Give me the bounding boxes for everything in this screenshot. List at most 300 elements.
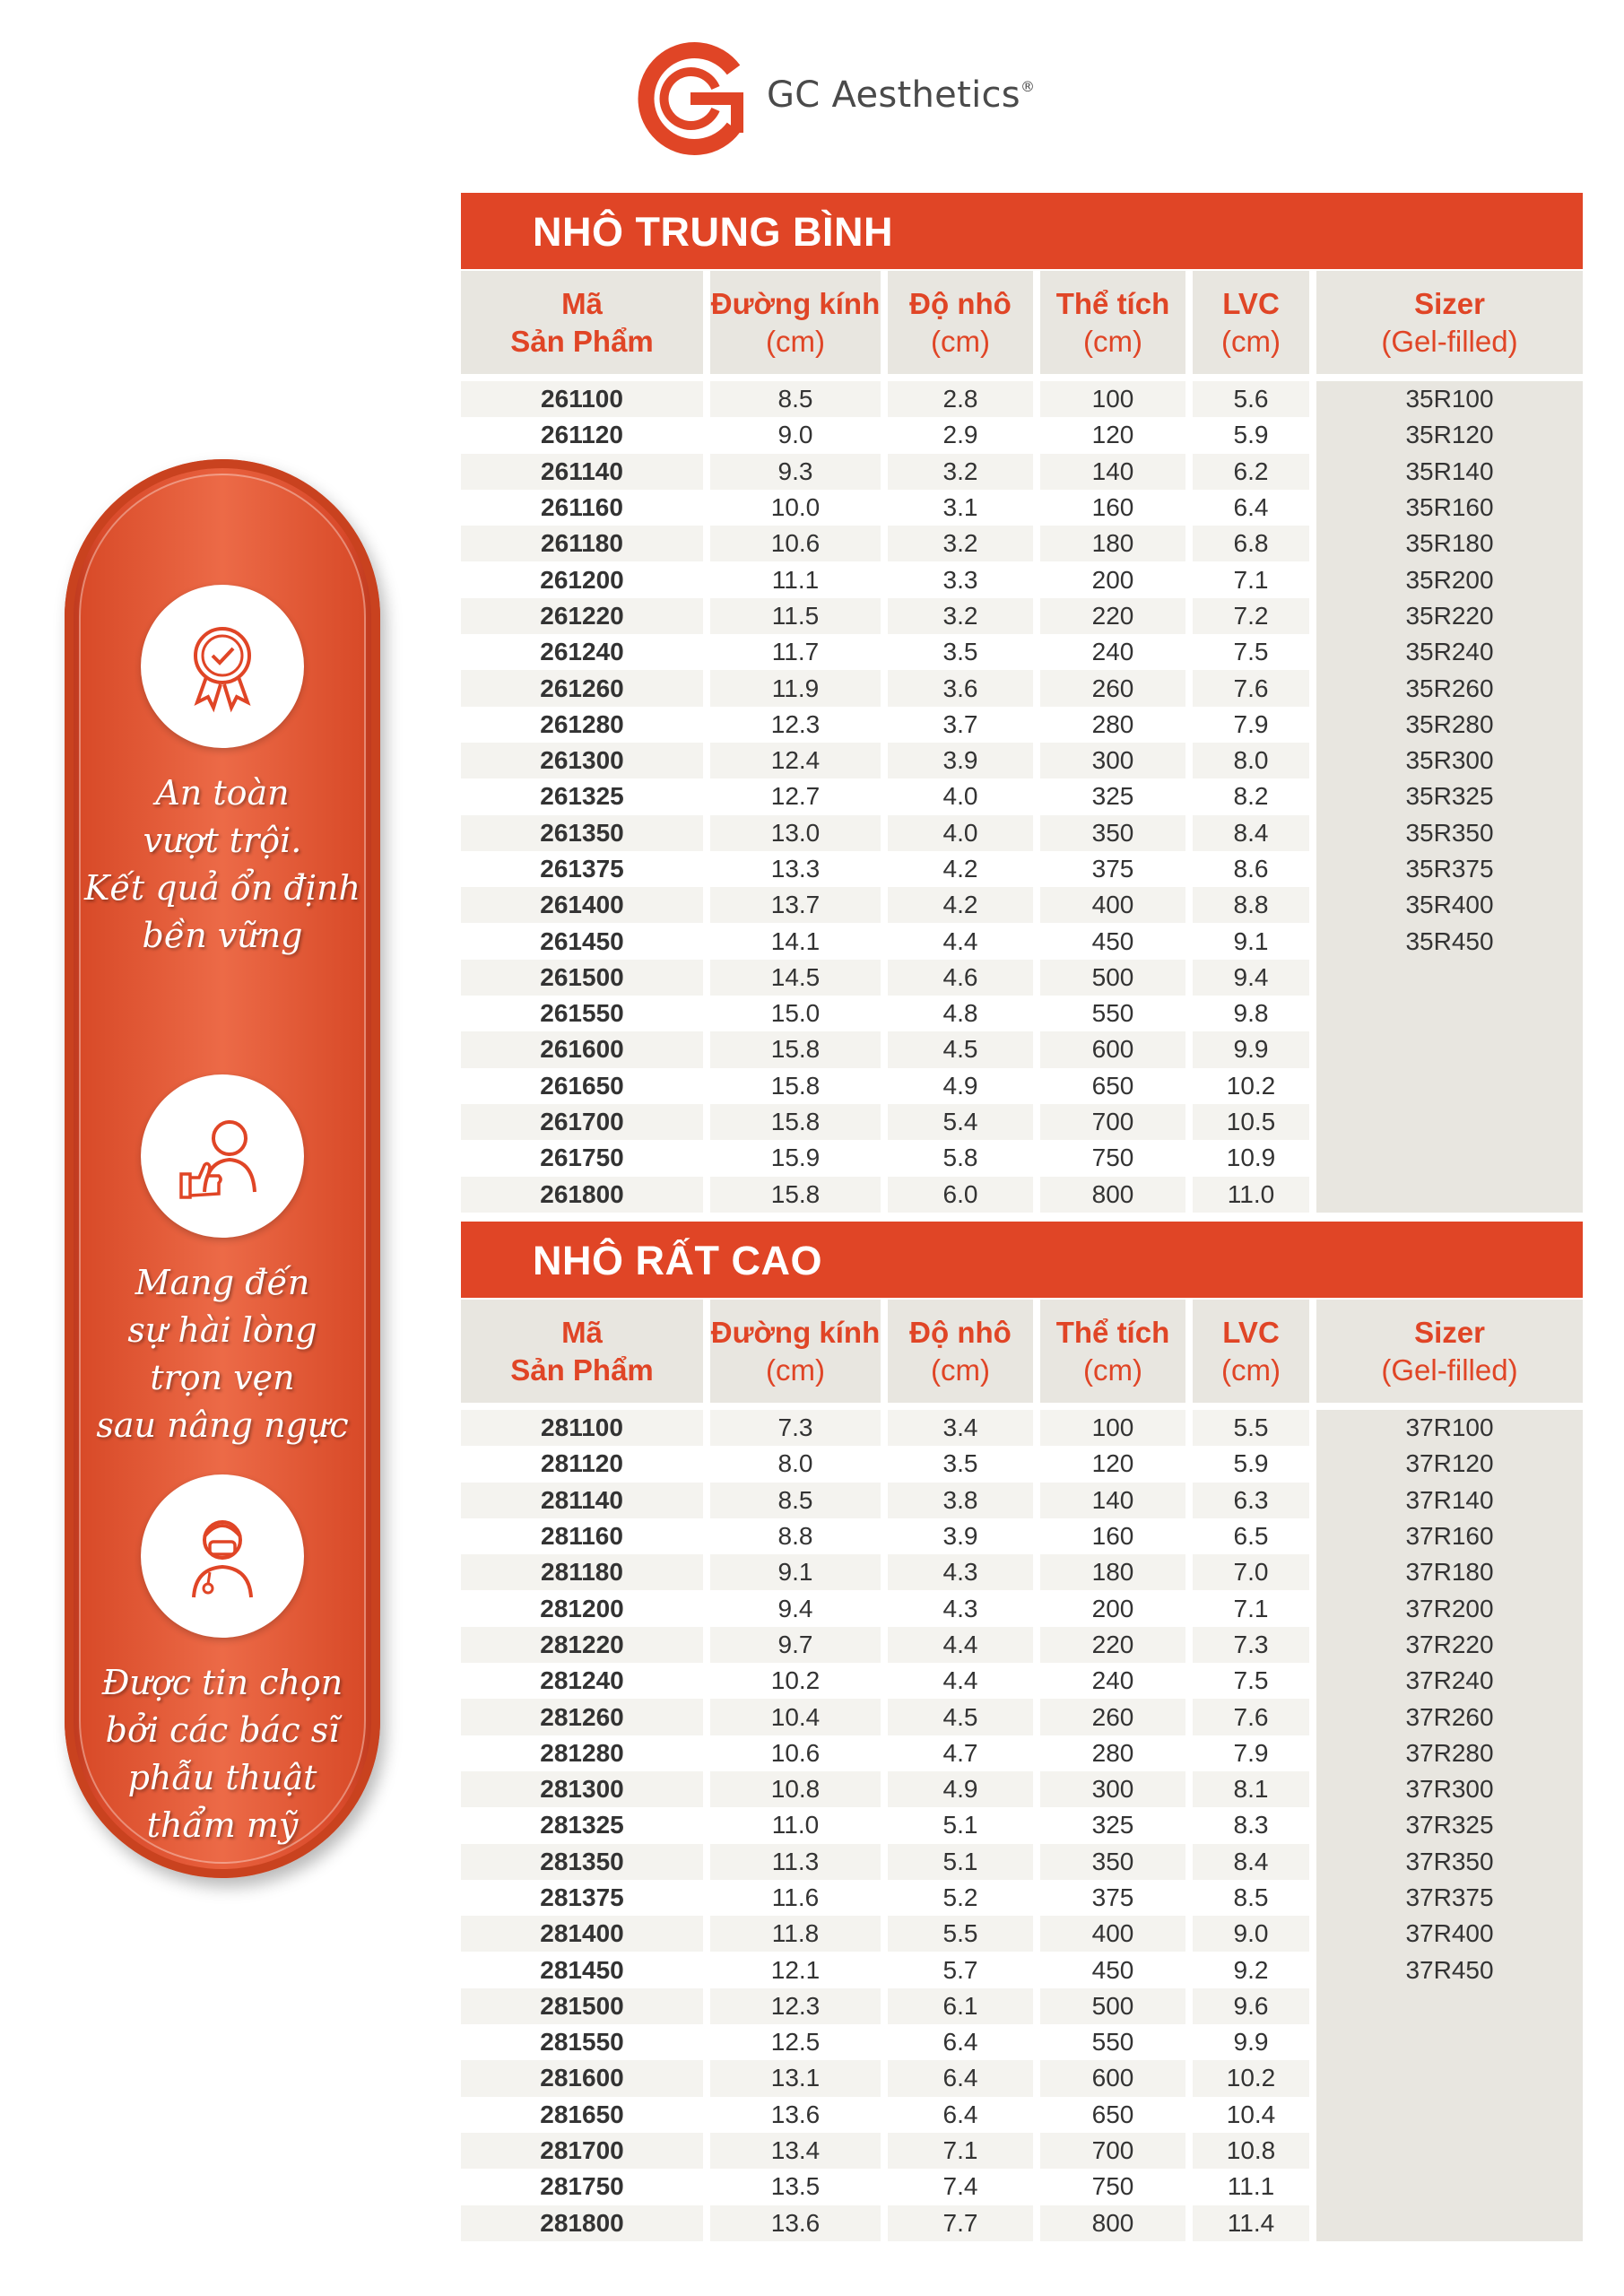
table-row	[461, 1446, 1583, 1482]
cell-code: 261750	[461, 1140, 703, 1176]
cell-sizer: 35R400	[1316, 887, 1583, 923]
cell-diameter: 15.8	[710, 1104, 881, 1140]
cell-lvc: 8.4	[1193, 815, 1309, 851]
cell-projection: 7.7	[888, 2205, 1033, 2241]
cell-projection: 5.8	[888, 1140, 1033, 1176]
cell-volume: 220	[1040, 1627, 1185, 1663]
table-row	[461, 1916, 1583, 1952]
header-title: Sizer	[1414, 1315, 1485, 1349]
cell-sizer: 35R240	[1316, 634, 1583, 670]
cell-sizer: 35R325	[1316, 778, 1583, 814]
cell-lvc: 8.2	[1193, 778, 1309, 814]
cell-sizer: 37R280	[1316, 1735, 1583, 1771]
cell-projection: 2.8	[888, 381, 1033, 417]
cell-projection: 4.9	[888, 1068, 1033, 1104]
header-sub: (cm)	[1083, 1352, 1142, 1387]
cell-volume: 100	[1040, 1410, 1185, 1446]
feature-icon-circle	[141, 585, 304, 748]
cell-sizer	[1316, 2205, 1583, 2241]
header-title: LVC	[1222, 1315, 1280, 1349]
table-body	[461, 1410, 1583, 2241]
cell-code: 261325	[461, 778, 703, 814]
cell-projection: 4.4	[888, 1663, 1033, 1699]
cell-lvc: 11.1	[1193, 2169, 1309, 2205]
cell-lvc: 7.6	[1193, 1699, 1309, 1735]
cell-projection: 4.9	[888, 1771, 1033, 1807]
cell-lvc: 9.9	[1193, 2024, 1309, 2060]
cell-diameter: 12.5	[710, 2024, 881, 2060]
header-projection	[888, 271, 1033, 374]
cell-sizer	[1316, 1177, 1583, 1213]
cell-sizer: 35R160	[1316, 490, 1583, 526]
cell-lvc: 7.2	[1193, 598, 1309, 634]
table-row	[461, 923, 1583, 959]
cell-lvc: 9.0	[1193, 1916, 1309, 1952]
cell-projection: 3.8	[888, 1483, 1033, 1518]
cell-diameter: 10.6	[710, 526, 881, 561]
cell-volume: 600	[1040, 1031, 1185, 1067]
table-body	[461, 381, 1583, 1213]
cell-code: 261180	[461, 526, 703, 561]
cell-volume: 160	[1040, 1518, 1185, 1554]
cell-sizer	[1316, 2060, 1583, 2096]
cell-volume: 350	[1040, 815, 1185, 851]
cell-volume: 180	[1040, 526, 1185, 561]
cell-diameter: 9.3	[710, 454, 881, 490]
cell-lvc: 10.2	[1193, 2060, 1309, 2096]
cell-sizer	[1316, 1031, 1583, 1067]
cell-lvc: 5.6	[1193, 381, 1309, 417]
cell-code: 261400	[461, 887, 703, 923]
table-extra-high-profile	[461, 1222, 1583, 2241]
cell-sizer: 37R260	[1316, 1699, 1583, 1735]
cell-projection: 4.5	[888, 1031, 1033, 1067]
table-row	[461, 454, 1583, 490]
cell-sizer	[1316, 996, 1583, 1031]
cell-diameter: 11.5	[710, 598, 881, 634]
cell-volume: 120	[1040, 417, 1185, 453]
cell-code: 261600	[461, 1031, 703, 1067]
header-title: Mã	[561, 286, 603, 320]
cell-diameter: 15.8	[710, 1031, 881, 1067]
cell-volume: 400	[1040, 887, 1185, 923]
cell-volume: 750	[1040, 2169, 1185, 2205]
cell-diameter: 10.2	[710, 1663, 881, 1699]
cell-projection: 6.4	[888, 2097, 1033, 2133]
cell-sizer: 37R350	[1316, 1844, 1583, 1880]
header-code	[461, 1300, 703, 1403]
cell-projection: 5.7	[888, 1952, 1033, 1987]
table-row	[461, 2024, 1583, 2060]
cell-volume: 220	[1040, 598, 1185, 634]
cell-code: 261280	[461, 707, 703, 743]
feature-text: Được tin chọn bởi các bác sĩ phẫu thuật thẩm mỹ	[101, 1663, 343, 1845]
header-title: Thể tích	[1055, 286, 1170, 320]
cell-volume: 180	[1040, 1554, 1185, 1590]
cell-sizer: 37R180	[1316, 1554, 1583, 1590]
cell-code: 281600	[461, 2060, 703, 2096]
cell-lvc: 7.1	[1193, 561, 1309, 597]
table-row	[461, 1663, 1583, 1699]
table-row	[461, 634, 1583, 670]
cell-code: 281240	[461, 1663, 703, 1699]
cell-volume: 750	[1040, 1140, 1185, 1176]
cell-volume: 260	[1040, 1699, 1185, 1735]
cell-projection: 4.7	[888, 1735, 1033, 1771]
table-row	[461, 1518, 1583, 1554]
cell-lvc: 6.2	[1193, 454, 1309, 490]
table-row	[461, 1068, 1583, 1104]
cell-projection: 4.3	[888, 1590, 1033, 1626]
cell-code: 281750	[461, 2169, 703, 2205]
cell-lvc: 11.4	[1193, 2205, 1309, 2241]
cell-code: 261300	[461, 743, 703, 778]
cell-code: 281325	[461, 1807, 703, 1843]
table-row	[461, 1771, 1583, 1807]
cell-volume: 550	[1040, 2024, 1185, 2060]
cell-lvc: 10.9	[1193, 1140, 1309, 1176]
cell-sizer	[1316, 1140, 1583, 1176]
table-row	[461, 960, 1583, 996]
table-row	[461, 1735, 1583, 1771]
feature-icon-circle	[141, 1074, 304, 1238]
cell-volume: 200	[1040, 561, 1185, 597]
header-volume	[1040, 271, 1185, 374]
cell-diameter: 12.7	[710, 778, 881, 814]
cell-lvc: 11.0	[1193, 1177, 1309, 1213]
cell-projection: 3.2	[888, 526, 1033, 561]
feature-text: Mang đến sự hài lòng trọn vẹn sau nâng ngực	[96, 1263, 349, 1445]
cell-code: 281550	[461, 2024, 703, 2060]
cell-projection: 6.1	[888, 1988, 1033, 2024]
cell-code: 261550	[461, 996, 703, 1031]
table-row	[461, 1177, 1583, 1213]
brand-name: GC Aesthetics®	[767, 74, 1036, 116]
cell-sizer	[1316, 960, 1583, 996]
award-ribbon-icon	[169, 613, 276, 720]
cell-code: 261450	[461, 923, 703, 959]
cell-sizer: 35R300	[1316, 743, 1583, 778]
cell-volume: 240	[1040, 1663, 1185, 1699]
table-row	[461, 561, 1583, 597]
cell-volume: 140	[1040, 454, 1185, 490]
table-row	[461, 381, 1583, 417]
cell-projection: 6.0	[888, 1177, 1033, 1213]
cell-lvc: 7.6	[1193, 670, 1309, 706]
cell-projection: 4.6	[888, 960, 1033, 996]
cell-volume: 100	[1040, 381, 1185, 417]
cell-diameter: 13.6	[710, 2205, 881, 2241]
cell-volume: 500	[1040, 1988, 1185, 2024]
cell-diameter: 11.8	[710, 1916, 881, 1952]
cell-code: 261650	[461, 1068, 703, 1104]
header-title: Độ nhô	[909, 286, 1012, 320]
cell-volume: 325	[1040, 1807, 1185, 1843]
table-row	[461, 1410, 1583, 1446]
cell-sizer: 37R300	[1316, 1771, 1583, 1807]
cell-lvc: 5.9	[1193, 1446, 1309, 1482]
cell-code: 281160	[461, 1518, 703, 1554]
cell-sizer: 35R120	[1316, 417, 1583, 453]
cell-lvc: 8.5	[1193, 1880, 1309, 1916]
cell-code: 261160	[461, 490, 703, 526]
table-row	[461, 2060, 1583, 2096]
cell-volume: 800	[1040, 1177, 1185, 1213]
table-title: NHÔ TRUNG BÌNH	[461, 193, 1583, 269]
cell-projection: 7.1	[888, 2133, 1033, 2169]
cell-lvc: 10.5	[1193, 1104, 1309, 1140]
cell-diameter: 15.8	[710, 1068, 881, 1104]
cell-lvc: 7.0	[1193, 1554, 1309, 1590]
cell-code: 281700	[461, 2133, 703, 2169]
header-sub: (cm)	[1083, 324, 1142, 358]
cell-diameter: 11.1	[710, 561, 881, 597]
cell-sizer	[1316, 2133, 1583, 2169]
cell-volume: 160	[1040, 490, 1185, 526]
cell-volume: 300	[1040, 743, 1185, 778]
cell-volume: 450	[1040, 923, 1185, 959]
cell-projection: 4.8	[888, 996, 1033, 1031]
header-sub: (cm)	[931, 324, 990, 358]
cell-sizer: 35R200	[1316, 561, 1583, 597]
cell-diameter: 12.3	[710, 1988, 881, 2024]
cell-projection: 3.9	[888, 743, 1033, 778]
cell-code: 281500	[461, 1988, 703, 2024]
table-row	[461, 417, 1583, 453]
header-diameter	[710, 1300, 881, 1403]
table-row	[461, 887, 1583, 923]
cell-code: 261260	[461, 670, 703, 706]
cell-volume: 450	[1040, 1952, 1185, 1987]
feature-satisfaction	[65, 1074, 380, 1449]
cell-diameter: 8.5	[710, 381, 881, 417]
cell-sizer: 37R220	[1316, 1627, 1583, 1663]
cell-sizer: 37R140	[1316, 1483, 1583, 1518]
cell-sizer: 35R260	[1316, 670, 1583, 706]
cell-diameter: 9.1	[710, 1554, 881, 1590]
cell-code: 261100	[461, 381, 703, 417]
cell-projection: 5.1	[888, 1807, 1033, 1843]
cell-projection: 6.4	[888, 2060, 1033, 2096]
cell-code: 261220	[461, 598, 703, 634]
cell-lvc: 9.9	[1193, 1031, 1309, 1067]
cell-projection: 4.5	[888, 1699, 1033, 1735]
cell-diameter: 13.5	[710, 2169, 881, 2205]
cell-code: 261350	[461, 815, 703, 851]
cell-code: 281400	[461, 1916, 703, 1952]
cell-diameter: 12.4	[710, 743, 881, 778]
table-row	[461, 707, 1583, 743]
cell-diameter: 13.7	[710, 887, 881, 923]
cell-sizer: 35R350	[1316, 815, 1583, 851]
header-sub: (cm)	[1221, 324, 1281, 358]
cell-projection: 4.3	[888, 1554, 1033, 1590]
cell-sizer: 35R375	[1316, 851, 1583, 887]
table-row	[461, 670, 1583, 706]
cell-projection: 3.5	[888, 1446, 1033, 1482]
cell-code: 281375	[461, 1880, 703, 1916]
table-row	[461, 1880, 1583, 1916]
cell-code: 281200	[461, 1590, 703, 1626]
header-sub: (cm)	[1221, 1352, 1281, 1387]
cell-diameter: 10.4	[710, 1699, 881, 1735]
header-title: Sizer	[1414, 286, 1485, 320]
table-row	[461, 598, 1583, 634]
cell-lvc: 8.3	[1193, 1807, 1309, 1843]
cell-projection: 7.4	[888, 2169, 1033, 2205]
cell-diameter: 7.3	[710, 1410, 881, 1446]
cell-projection: 3.6	[888, 670, 1033, 706]
cell-diameter: 14.1	[710, 923, 881, 959]
cell-code: 281300	[461, 1771, 703, 1807]
cell-lvc: 9.6	[1193, 1988, 1309, 2024]
table-row	[461, 1627, 1583, 1663]
cell-projection: 4.2	[888, 851, 1033, 887]
surgeon-icon	[169, 1502, 276, 1610]
gc-logo-icon	[628, 36, 758, 161]
table-row	[461, 1031, 1583, 1067]
header-title: LVC	[1222, 286, 1280, 320]
header-sub: (cm)	[931, 1352, 990, 1387]
header-diameter	[710, 271, 881, 374]
cell-diameter: 13.0	[710, 815, 881, 851]
cell-diameter: 9.4	[710, 1590, 881, 1626]
cell-diameter: 10.0	[710, 490, 881, 526]
cell-code: 281650	[461, 2097, 703, 2133]
cell-code: 281100	[461, 1410, 703, 1446]
header-lvc	[1193, 1300, 1309, 1403]
cell-sizer: 37R100	[1316, 1410, 1583, 1446]
cell-diameter: 8.0	[710, 1446, 881, 1482]
header-volume	[1040, 1300, 1185, 1403]
cell-diameter: 14.5	[710, 960, 881, 996]
cell-code: 281180	[461, 1554, 703, 1590]
cell-lvc: 10.4	[1193, 2097, 1309, 2133]
cell-code: 261200	[461, 561, 703, 597]
cell-volume: 650	[1040, 1068, 1185, 1104]
feature-text: An toàn vượt trội. Kết quả ổn định bền vững	[84, 773, 360, 955]
cell-code: 281260	[461, 1699, 703, 1735]
header-sizer	[1316, 1300, 1583, 1403]
cell-projection: 2.9	[888, 417, 1033, 453]
cell-volume: 325	[1040, 778, 1185, 814]
cell-sizer	[1316, 1104, 1583, 1140]
cell-projection: 3.2	[888, 598, 1033, 634]
header-sub: (Gel-filled)	[1381, 1352, 1518, 1387]
cell-diameter: 15.0	[710, 996, 881, 1031]
cell-lvc: 9.1	[1193, 923, 1309, 959]
table-medium-profile	[461, 193, 1583, 1213]
cell-diameter: 13.4	[710, 2133, 881, 2169]
cell-sizer: 37R400	[1316, 1916, 1583, 1952]
cell-code: 281120	[461, 1446, 703, 1482]
cell-diameter: 11.9	[710, 670, 881, 706]
cell-code: 281800	[461, 2205, 703, 2241]
cell-volume: 200	[1040, 1590, 1185, 1626]
cell-sizer: 37R325	[1316, 1807, 1583, 1843]
cell-sizer: 37R375	[1316, 1880, 1583, 1916]
table-row	[461, 1699, 1583, 1735]
table-row	[461, 851, 1583, 887]
cell-diameter: 8.8	[710, 1518, 881, 1554]
cell-volume: 375	[1040, 851, 1185, 887]
cell-sizer	[1316, 1068, 1583, 1104]
table-row	[461, 1988, 1583, 2024]
cell-sizer: 37R120	[1316, 1446, 1583, 1482]
cell-code: 261120	[461, 417, 703, 453]
table-row	[461, 778, 1583, 814]
header-sub: (Gel-filled)	[1381, 324, 1518, 358]
cell-sizer: 35R140	[1316, 454, 1583, 490]
cell-sizer	[1316, 2024, 1583, 2060]
table-row	[461, 490, 1583, 526]
header-code	[461, 271, 703, 374]
cell-volume: 375	[1040, 1880, 1185, 1916]
cell-code: 261700	[461, 1104, 703, 1140]
cell-volume: 300	[1040, 1771, 1185, 1807]
cell-lvc: 8.8	[1193, 887, 1309, 923]
cell-code: 261375	[461, 851, 703, 887]
cell-lvc: 6.5	[1193, 1518, 1309, 1554]
cell-projection: 3.1	[888, 490, 1033, 526]
header-title: Thể tích	[1055, 1315, 1170, 1349]
cell-diameter: 8.5	[710, 1483, 881, 1518]
cell-code: 261500	[461, 960, 703, 996]
cell-projection: 5.1	[888, 1844, 1033, 1880]
header-sub: (cm)	[766, 1352, 825, 1387]
cell-sizer	[1316, 1988, 1583, 2024]
cell-code: 281220	[461, 1627, 703, 1663]
cell-diameter: 15.9	[710, 1140, 881, 1176]
cell-lvc: 8.6	[1193, 851, 1309, 887]
cell-lvc: 7.5	[1193, 634, 1309, 670]
cell-lvc: 7.9	[1193, 1735, 1309, 1771]
table-header	[461, 1300, 1583, 1403]
cell-diameter: 10.6	[710, 1735, 881, 1771]
table-row	[461, 996, 1583, 1031]
cell-projection: 3.5	[888, 634, 1033, 670]
cell-volume: 400	[1040, 1916, 1185, 1952]
cell-projection: 5.4	[888, 1104, 1033, 1140]
header-sub: Sản Phẩm	[510, 324, 654, 358]
cell-volume: 280	[1040, 1735, 1185, 1771]
table-row	[461, 815, 1583, 851]
header-title: Mã	[561, 1315, 603, 1349]
cell-diameter: 12.1	[710, 1952, 881, 1987]
table-row	[461, 1104, 1583, 1140]
cell-lvc: 10.2	[1193, 1068, 1309, 1104]
cell-diameter: 12.3	[710, 707, 881, 743]
cell-diameter: 11.0	[710, 1807, 881, 1843]
cell-sizer: 35R280	[1316, 707, 1583, 743]
cell-lvc: 7.3	[1193, 1627, 1309, 1663]
cell-volume: 260	[1040, 670, 1185, 706]
cell-lvc: 8.1	[1193, 1771, 1309, 1807]
table-row	[461, 1554, 1583, 1590]
table-row	[461, 1844, 1583, 1880]
cell-diameter: 15.8	[710, 1177, 881, 1213]
cell-projection: 3.4	[888, 1410, 1033, 1446]
cell-lvc: 7.1	[1193, 1590, 1309, 1626]
cell-lvc: 9.4	[1193, 960, 1309, 996]
table-row	[461, 743, 1583, 778]
cell-lvc: 5.5	[1193, 1410, 1309, 1446]
cell-projection: 5.2	[888, 1880, 1033, 1916]
header-title: Đường kính	[710, 1315, 881, 1349]
cell-diameter: 11.3	[710, 1844, 881, 1880]
cell-volume: 800	[1040, 2205, 1185, 2241]
cell-volume: 600	[1040, 2060, 1185, 2096]
